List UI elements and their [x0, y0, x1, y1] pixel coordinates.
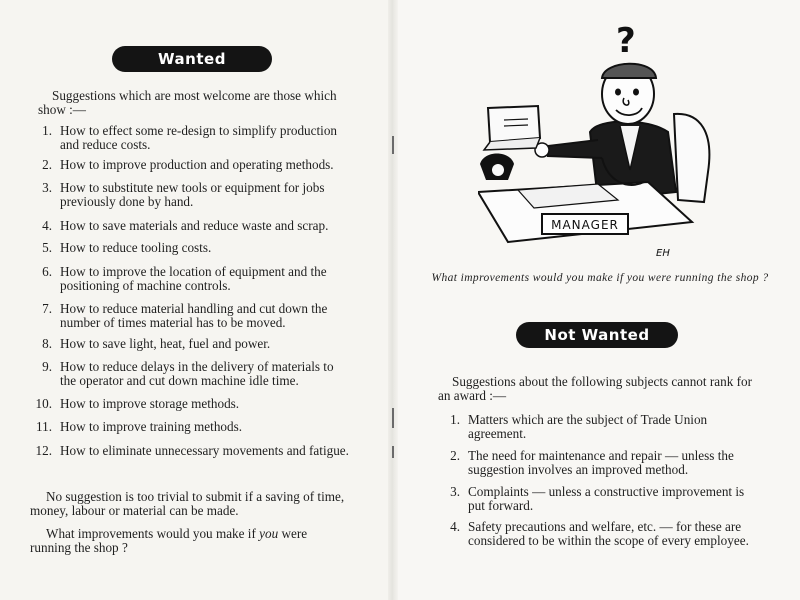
- artist-signature: EH: [656, 248, 670, 259]
- wanted-intro: Suggestions which are most welcome are those which show :—: [38, 88, 337, 117]
- wanted-closing: No suggestion is too trivial to submit if a saving of time, money, labour or material can be made.: [30, 489, 345, 518]
- binding-mark: [392, 446, 394, 458]
- question-mark: ?: [616, 22, 636, 61]
- not-wanted-heading: Not Wanted: [516, 322, 678, 348]
- book-gutter: [388, 0, 398, 600]
- wanted-question: What improvements would you make if you were running the shop ?: [30, 526, 308, 555]
- illustration-caption: What improvements would you make if you were running the shop ?: [431, 272, 769, 284]
- not-wanted-intro: Suggestions about the following subjects cannot rank for an award :—: [438, 374, 752, 403]
- manager-cartoon: [478, 22, 730, 262]
- desk-sign: MANAGER: [551, 218, 619, 232]
- wanted-heading: Wanted: [112, 46, 272, 72]
- binding-mark: [392, 408, 394, 428]
- binding-mark: [392, 136, 394, 154]
